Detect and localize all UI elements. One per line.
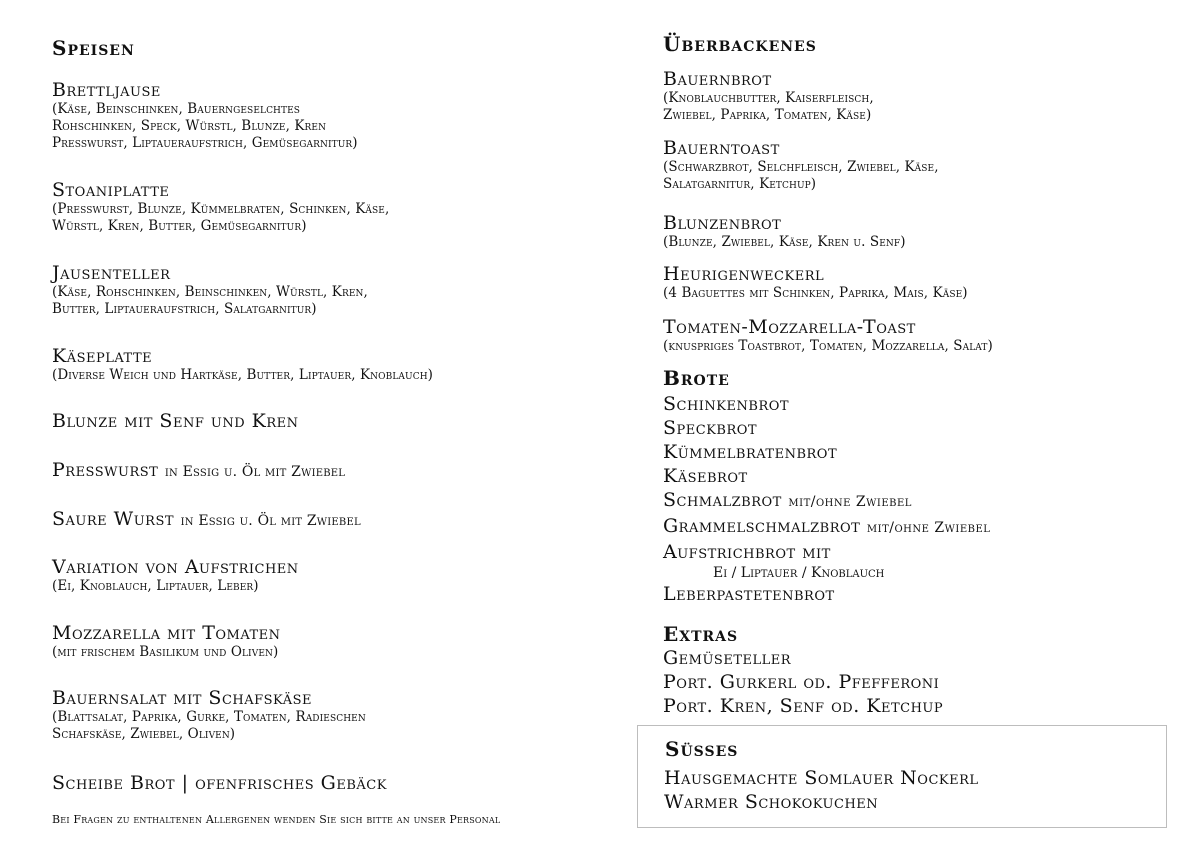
list-item: Warmer Schokokuchen [664,791,879,813]
menu-item-title: Blunzenbrot [663,212,782,234]
list-item [663,514,990,540]
list-item: Leberpastetenbrot [663,583,835,605]
menu-item-description: (Käse, Beinschinken, Bauerngeselchtes Rohschinken, Speck, Würstl, Blunze, Kren Presswurst, Liptaueraufstrich, Gemüsegarnitur) [52,101,358,151]
menu-item-title: Presswurst [52,459,159,481]
list-item: Port. Gurkerl od. Pfefferoni [663,671,940,693]
menu-item-description: (Käse, Rohschinken, Beinschinken, Würstl, Kren, Butter, Liptaueraufstrich, Salatgarnitur) [52,284,368,317]
menu-item [52,262,368,318]
menu-item-description: (Schwarzbrot, Selchfleisch, Zwiebel, Käse, Salatgarnitur, Ketchup) [663,159,939,192]
menu-item [52,345,433,384]
section-title-speisen: Speisen [52,36,135,60]
menu-item [663,137,939,193]
menu-item [663,212,906,251]
section-title-extras: Extras [663,622,739,646]
menu-item-description: (Blunze, Zwiebel, Käse, Kren u. Senf) [663,234,906,250]
list-item [663,488,990,514]
list-item: Käsebrot [663,465,748,487]
list-item: Gemüseteller [663,647,792,669]
menu-item-title: Bauernsalat mit Schafskäse [52,687,313,709]
menu-item-description: (mit frischem Basilikum und Oliven) [52,644,279,660]
bread-line: Scheibe Brot | ofenfrisches Gebäck [52,772,387,794]
section-title-ueberbackenes: Überbackenes [663,32,817,56]
menu-item [663,316,993,355]
menu-item-title: Variation von Aufstrichen [52,556,299,578]
menu-item-description: (knuspriges Toastbrot, Tomaten, Mozzarella, Salat) [663,338,993,354]
brote-list [663,392,990,606]
menu-item-description: (Diverse Weich und Hartkäse, Butter, Liptauer, Knoblauch) [52,367,434,383]
menu-item [52,79,358,152]
menu-item-title: Bauerntoast [663,137,780,159]
menu-item-description: (Knoblauchbutter, Kaiserfleisch, Zwiebel, Paprika, Tomaten, Käse) [663,90,874,123]
menu-item-title: Tomaten-Mozzarella-Toast [663,316,916,338]
list-item: Hausgemachte Somlauer Nockerl [664,767,979,789]
menu-item-description: (Ei, Knoblauch, Liptauer, Leber) [52,578,259,594]
menu-item-title: Jausenteller [52,262,171,284]
menu-item [52,410,299,432]
list-item-label: Grammelschmalzbrot [663,515,861,537]
list-item-label: Schmalzbrot [663,489,782,511]
extras-list [663,646,943,718]
menu-item-preparation: in Essig u. Öl mit Zwiebel [180,513,361,529]
menu-item [663,68,874,124]
list-item: Schinkenbrot [663,393,790,415]
menu-item-preparation: in Essig u. Öl mit Zwiebel [164,464,346,480]
menu-item-description: (Blattsalat, Paprika, Gurke, Tomaten, Radieschen Schafskäse, Zwiebel, Oliven) [52,709,366,742]
list-item-option: mit/ohne Zwiebel [866,520,991,536]
menu-item-title: Bauernbrot [663,68,772,90]
section-title-brote: Brote [663,366,730,390]
section-title-suesses: Süsses [665,737,739,761]
menu-item [52,459,345,483]
menu-item [52,622,281,661]
menu-item-description: (Presswurst, Blunze, Kümmelbraten, Schinken, Käse, Würstl, Kren, Butter, Gemüsegarnitur) [52,201,390,234]
menu-item-title: Saure Wurst [52,508,175,530]
menu-item-title: Heurigenweckerl [663,263,825,285]
menu-item [663,263,968,302]
list-item: Speckbrot [663,417,758,439]
list-item-options: Ei / Liptauer / Knoblauch [713,565,885,581]
menu-item-title: Brettljause [52,79,161,101]
menu-item [52,508,361,532]
menu-item-title: Stoaniplatte [52,179,170,201]
menu-item-title: Blunze mit Senf und Kren [52,410,299,432]
list-item: Port. Kren, Senf od. Ketchup [663,695,944,717]
menu-item [52,687,366,743]
menu-item-title: Mozzarella mit Tomaten [52,622,281,644]
allergen-note: Bei Fragen zu enthaltenen Allergenen wenden Sie sich bitte an unser Personal [52,813,501,826]
list-item-option: mit/ohne Zwiebel [788,494,912,510]
sweets-list [664,766,979,814]
menu-item-title: Käseplatte [52,345,153,367]
sweets-box [637,725,1167,828]
menu-item [52,556,299,595]
menu-item-description: (4 Baguettes mit Schinken, Paprika, Mais, Käse) [663,285,968,301]
menu-item [52,179,389,235]
list-item: Aufstrichbrot mit [663,541,831,563]
list-item: Kümmelbratenbrot [663,441,838,463]
